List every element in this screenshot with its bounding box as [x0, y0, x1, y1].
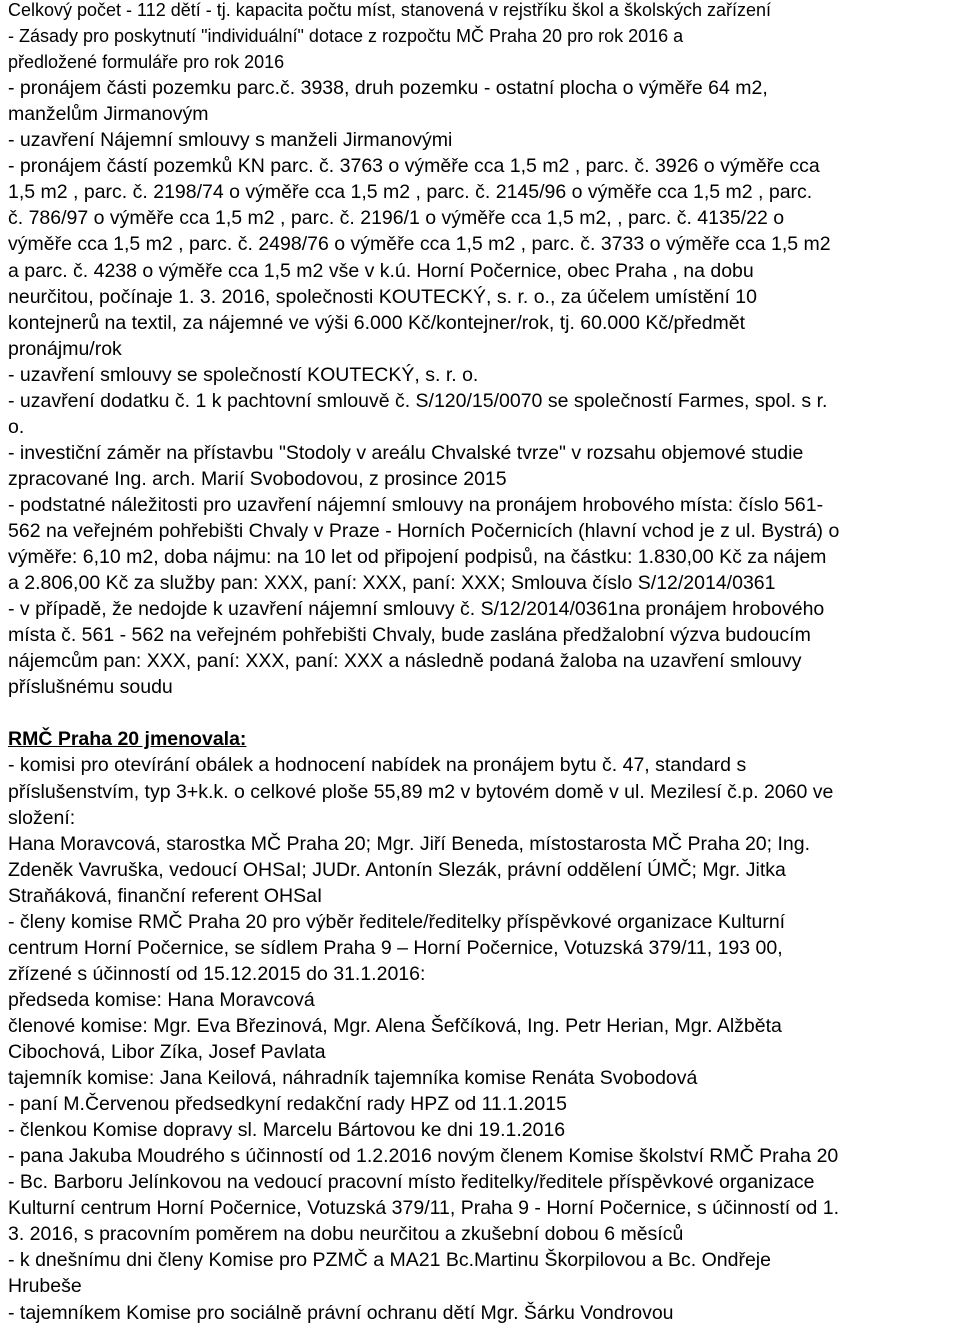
text-line: zpracované Ing. arch. Marií Svobodovou, z prosince 2015: [8, 467, 507, 490]
text-line: - Zásady pro poskytnutí "individuální" dotace z rozpočtu MČ Praha 20 pro rok 2016 a: [8, 26, 684, 47]
text-line: - pronájem částí pozemků KN parc. č. 3763 o výměře cca 1,5 m2 , parc. č. 3926 o výměře cca: [8, 155, 820, 178]
section-heading: RMČ Praha 20 jmenovala:: [8, 728, 247, 751]
text-line: č. 786/97 o výměře cca 1,5 m2 , parc. č. 2196/1 o výměře cca 1,5 m2, , parc. č. 4135/22 o: [8, 207, 785, 230]
text-line: - členy komise RMČ Praha 20 pro výběr ředitele/ředitelky příspěvkové organizace Kulturní: [8, 910, 786, 933]
text-line: - tajemníkem Komise pro sociálně právní ochranu dětí Mgr. Šárku Vondrovou: [8, 1301, 674, 1324]
text-line: - pana Jakuba Moudrého s účinností od 1.2.2016 novým členem Komise školství RMČ Praha 20: [8, 1145, 839, 1168]
text-line: 3. 2016, s pracovním poměrem na dobu neurčitou a zkušební dobou 6 měsíců: [8, 1223, 684, 1246]
text-line: - podstatné náležitosti pro uzavření nájemní smlouvy na pronájem hrobového místa: číslo 561-: [8, 493, 824, 516]
text-line: - uzavření dodatku č. 1 k pachtovní smlouvě č. S/120/15/0070 se společností Farmes, spol. s r.: [8, 389, 828, 412]
text-line: - Bc. Barboru Jelínkovou na vedoucí pracovní místo ředitelky/ředitele příspěvkové organizace: [8, 1171, 815, 1194]
text-line: 1,5 m2 , parc. č. 2198/74 o výměře cca 1,5 m2 , parc. č. 2145/96 o výměře cca 1,5 m2 , parc.: [8, 181, 813, 204]
text-line: členové komise: Mgr. Eva Březinová, Mgr. Alena Šefčíková, Ing. Petr Herian, Mgr. Alžběta: [8, 1014, 782, 1037]
text-line: příslušnému soudu: [8, 676, 173, 699]
text-line: složení:: [8, 806, 76, 829]
text-line: 562 na veřejném pohřebišti Chvaly v Praze - Horních Počernicích (hlavní vchod je z ul. Bystrá) o: [8, 520, 840, 542]
text-line: Hrubeše: [8, 1275, 82, 1298]
text-line: Hana Moravcová, starostka MČ Praha 20; Mgr. Jiří Beneda, místostarosta MČ Praha 20; Ing.: [8, 832, 811, 855]
text-line: - pronájem části pozemku parc.č. 3938, druh pozemku - ostatní plocha o výměře 64 m2,: [8, 77, 768, 100]
text-line: příslušenstvím, typ 3+k.k. o celkové ploše 55,89 m2 v bytovém domě v ul. Mezilesí č.p. 2060 ve: [8, 780, 834, 803]
text-line: - uzavření smlouvy se společností KOUTECKÝ, s. r. o.: [8, 363, 479, 386]
text-line: - investiční záměr na přístavbu "Stodoly v areálu Chvalské tvrze" v rozsahu objemové studie: [8, 441, 804, 464]
text-line: pronájmu/rok: [8, 337, 122, 360]
text-line: - členkou Komise dopravy sl. Marcelu Bártovou ke dni 19.1.2016: [8, 1119, 566, 1142]
text-line: Celkový počet - 112 dětí - tj. kapacita počtu míst, stanovená v rejstříku škol a školských zařízení: [8, 0, 771, 20]
text-line: - paní M.Červenou předsedkyní redakční rady HPZ od 11.1.2015: [8, 1093, 567, 1116]
text-line: tajemník komise: Jana Keilová, náhradník tajemníka komise Renáta Svobodová: [8, 1067, 698, 1090]
text-line: - komisi pro otevírání obálek a hodnocení nabídek na pronájem bytu č. 47, standard s: [8, 754, 747, 777]
text-line: centrum Horní Počernice, se sídlem Praha 9 – Horní Počernice, Votuzská 379/11, 193 00,: [8, 936, 783, 959]
text-line: - v případě, že nedojde k uzavření nájemní smlouvy č. S/12/2014/0361na pronájem hrobového: [8, 598, 825, 621]
text-line: Kulturní centrum Horní Počernice, Votuzská 379/11, Praha 9 - Horní Počernice, s účinností od 1.: [8, 1197, 839, 1220]
text-line: kontejnerů na textil, za nájemné ve výši 6.000 Kč/kontejner/rok, tj. 60.000 Kč/předmět: [8, 311, 746, 334]
text-line: neurčitou, počínaje 1. 3. 2016, společnosti KOUTECKÝ, s. r. o., za účelem umístění 10: [8, 285, 757, 308]
text-line: zřízené s účinností od 15.12.2015 do 31.1.2016:: [8, 962, 426, 985]
text-line: a parc. č. 4238 o výměře cca 1,5 m2 vše v k.ú. Horní Počernice, obec Praha , na dobu: [8, 259, 754, 282]
text-line: Cibochová, Libor Zíka, Josef Pavlata: [8, 1041, 326, 1063]
text-line: - uzavření Nájemní smlouvy s manželi Jirmanovými: [8, 129, 453, 152]
text-line: předložené formuláře pro rok 2016: [8, 52, 285, 73]
text-line: výměře: 6,10 m2, doba nájmu: na 10 let od připojení podpisů, na částku: 1.830,00 Kč za nájem: [8, 546, 827, 569]
text-line: a 2.806,00 Kč za služby pan: XXX, paní: XXX, paní: XXX; Smlouva číslo S/12/2014/0361: [8, 572, 776, 595]
text-line: předseda komise: Hana Moravcová: [8, 988, 315, 1011]
text-line: manželům Jirmanovým: [8, 103, 209, 126]
text-line: místa č. 561 - 562 na veřejném pohřebišti Chvaly, bude zaslána předžalobní výzva budoucím: [8, 624, 811, 647]
text-line: Zdeněk Vavruška, vedoucí OHSaI; JUDr. Antonín Slezák, právní oddělení ÚMČ; Mgr. Jitka: [8, 858, 786, 881]
text-line: - k dnešnímu dni členy Komise pro PZMČ a MA21 Bc.Martinu Škorpilovou a Bc. Ondřeje: [8, 1249, 771, 1272]
text-line: výměře cca 1,5 m2 , parc. č. 2498/76 o výměře cca 1,5 m2 , parc. č. 3733 o výměře cca 1,5 m2: [8, 233, 831, 256]
text-line: Straňáková, finanční referent OHSaI: [8, 884, 323, 907]
text-line: o.: [8, 415, 25, 438]
text-line: nájemcům pan: XXX, paní: XXX, paní: XXX a následně podaná žaloba na uzavření smlouvy: [8, 650, 802, 673]
